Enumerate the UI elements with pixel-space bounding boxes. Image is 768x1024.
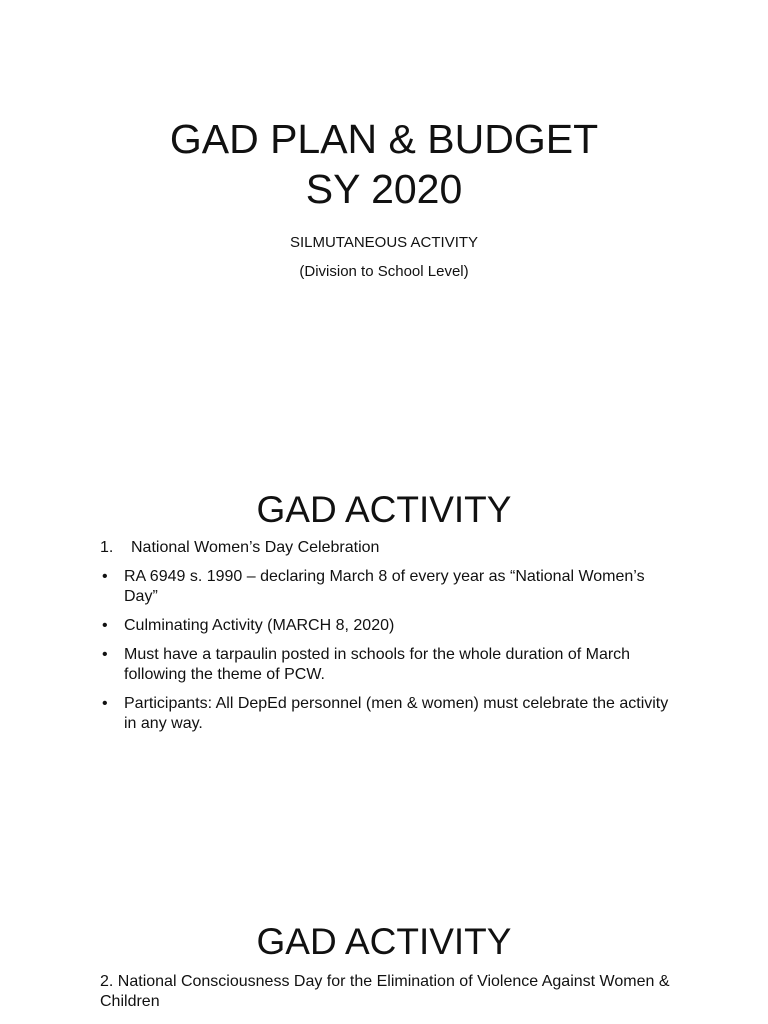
list-item [100, 567, 680, 607]
main-title-line-1: GAD PLAN & BUDGET [169, 116, 599, 162]
numbered-item-text: National Women’s Day Celebration [131, 539, 380, 556]
activity-text-block [100, 972, 680, 1012]
bullet-icon: • [102, 617, 108, 634]
bullet-icon: • [102, 568, 108, 585]
subtitle [0, 228, 768, 286]
list-item-text: Culminating Activity (MARCH 8, 2020) [124, 617, 395, 634]
slide-gad-activity-2 [0, 864, 768, 1024]
list-item [100, 694, 680, 734]
list-item [100, 645, 680, 685]
slide-title [0, 0, 768, 430]
list-item-text: Participants: All DepEd personnel (men & women) must celebrate the activity in any way. [124, 695, 669, 732]
numbered-item [100, 538, 680, 558]
activity-list [100, 538, 680, 743]
bullet-icon: • [102, 695, 108, 712]
main-title-line-2: SY 2020 [305, 166, 463, 212]
list-item [100, 616, 680, 636]
section-title: GAD ACTIVITY [256, 489, 512, 530]
subtitle-line-2: (Division to School Level) [299, 263, 469, 280]
slide-gad-activity-1 [0, 432, 768, 862]
main-title [0, 114, 768, 214]
list-item-text: RA 6949 s. 1990 – declaring March 8 of every year as “National Women’s Day” [124, 568, 645, 605]
subtitle-line-1: SILMUTANEOUS ACTIVITY [289, 234, 479, 251]
bullet-icon: • [102, 646, 108, 663]
activity-text: 2. National Consciousness Day for the Elimination of Violence Against Women & Children [100, 973, 670, 1010]
list-item-text: Must have a tarpaulin posted in schools for the whole duration of March following the theme of PCW. [124, 646, 631, 683]
section-title: GAD ACTIVITY [256, 921, 512, 962]
numbered-marker: 1. [100, 539, 114, 556]
